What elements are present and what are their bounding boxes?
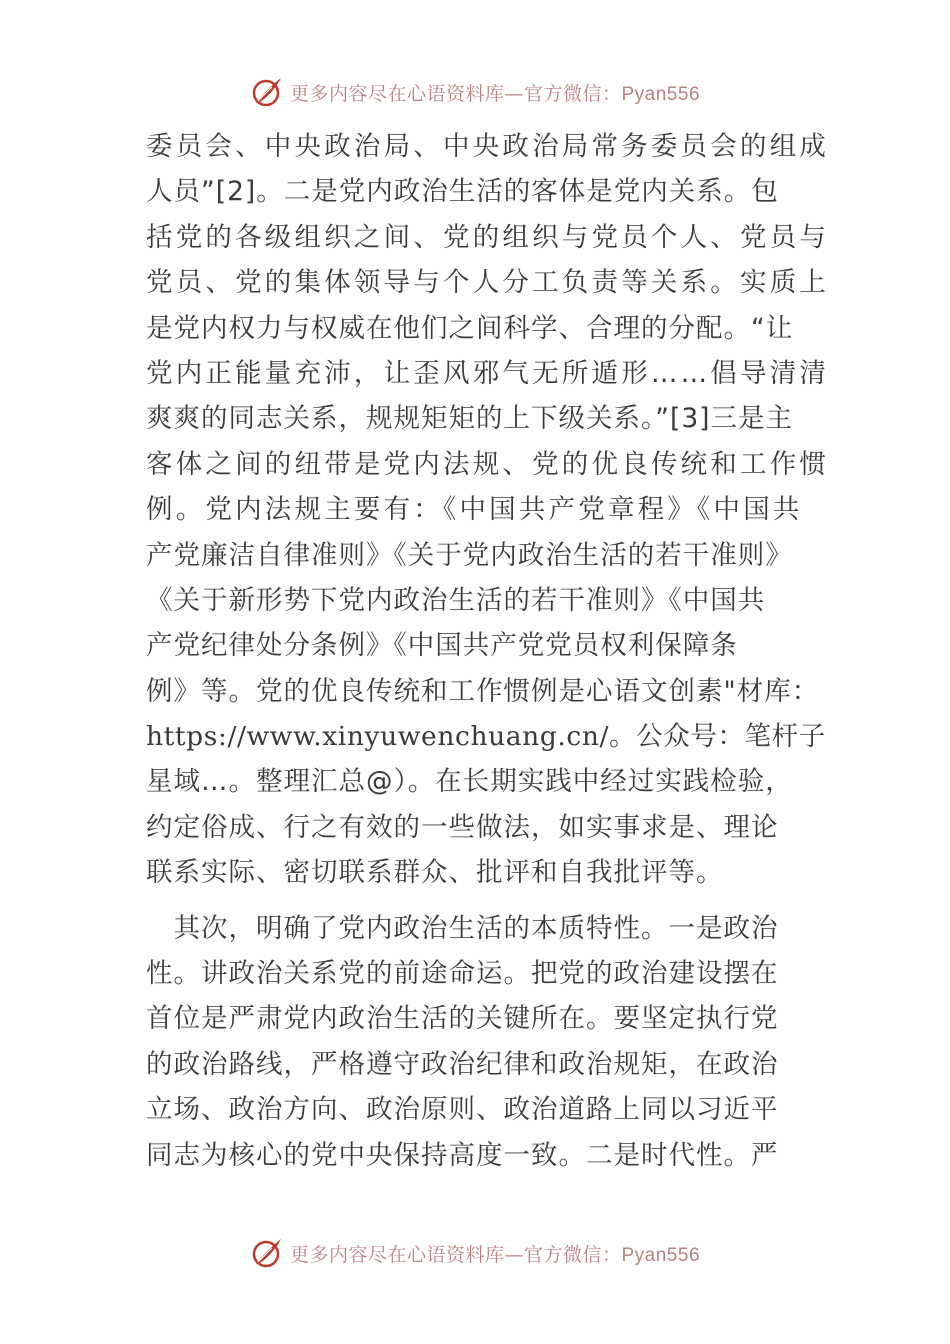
paragraph-1	[146, 124, 836, 896]
text-line: 党内正能量充沛，让歪风邪气无所遁形……倡导清清	[146, 357, 830, 389]
text-line: 爽爽的同志关系，规规矩矩的上下级关系。”[3]三是主	[146, 403, 794, 435]
paragraph-2	[146, 906, 836, 1178]
text-line: 产党纪律处分条例》《中国共产党党员权利保障条	[146, 630, 738, 662]
text-line: 性。讲政治关系党的前途命运。把党的政治建设摆在	[146, 958, 779, 990]
text-line: 客体之间的纽带是党内法规、党的优良传统和工作惯	[146, 448, 830, 480]
document-body	[146, 124, 836, 1178]
text-line: 同志为核心的党中央保持高度一致。二是时代性。严	[146, 1139, 779, 1171]
text-line: 是党内权力与权威在他们之间科学、合理的分配。“让	[146, 312, 794, 344]
text-line: 党员、党的集体领导与个人分工负责等关系。实质上	[146, 267, 830, 299]
footer-watermark-banner	[0, 1231, 950, 1275]
text-line: 首位是严肃党内政治生活的关键所在。要坚定执行党	[146, 1003, 779, 1035]
text-line: 括党的各级组织之间、党的组织与党员个人、党员与	[146, 221, 830, 253]
wechat-id: Pyan556	[621, 1244, 701, 1266]
quill-logo-icon	[250, 75, 284, 109]
banner-text	[290, 79, 700, 106]
header-watermark-banner	[0, 70, 950, 114]
text-line: 立场、政治方向、政治原则、政治道路上同以习近平	[146, 1094, 779, 1126]
banner-caption: 更多内容尽在心语资料库—官方微信：	[289, 82, 622, 105]
text-line: 例。党内法规主要有：《中国共产党章程》《中国共	[146, 494, 803, 526]
text-line: 约定俗成、行之有效的一些做法，如实事求是、理论	[146, 811, 779, 843]
banner-text	[290, 1240, 700, 1267]
text-line: 其次，明确了党内政治生活的本质特性。一是政治	[146, 912, 779, 944]
quill-logo-icon	[250, 1236, 284, 1270]
text-line: 的政治路线，严格遵守政治纪律和政治规矩，在政治	[146, 1048, 779, 1080]
wechat-id: Pyan556	[621, 83, 701, 105]
text-line: 产党廉洁自律准则》《关于党内政治生活的若干准则》	[146, 539, 793, 571]
text-line: 联系实际、密切联系群众、批评和自我批评等。	[146, 857, 724, 889]
text-line-with-url: https://www.xinyuwenchuang.cn/。公众号：笔杆子	[146, 721, 826, 753]
text-line: 例》等。党的优良传统和工作惯例是心语文创素"材库：	[146, 675, 820, 707]
text-line: 人员”[2]。二是党内政治生活的客体是党内关系。包	[146, 176, 779, 208]
text-line: 《关于新形势下党内政治生活的若干准则》《中国共	[146, 584, 766, 616]
banner-caption: 更多内容尽在心语资料库—官方微信：	[289, 1243, 622, 1266]
text-line: 星域…。整理汇总@）。在长期实践中经过实践检验，	[146, 766, 793, 798]
text-line: 委员会、中央政治局、中央政治局常务委员会的组成	[146, 131, 830, 162]
